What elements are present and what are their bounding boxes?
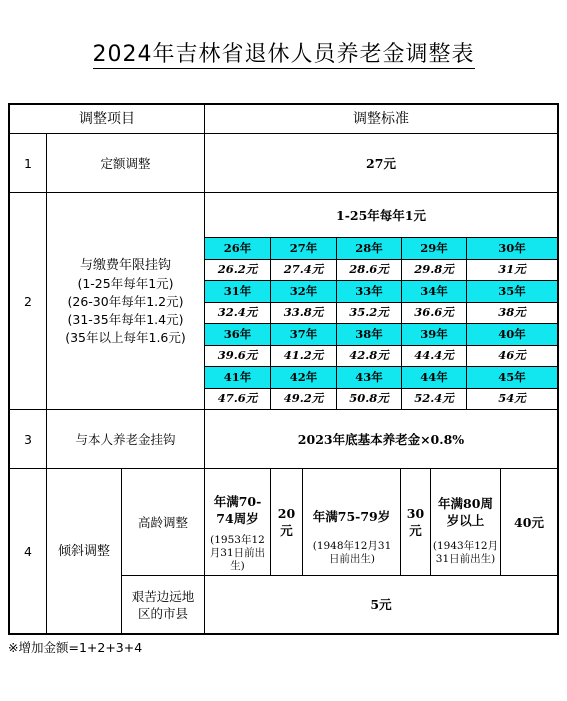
row-number: 1 — [24, 155, 32, 171]
item-contribution-years — [47, 193, 204, 409]
birth-note-1943: (1943年12月31日前出生) — [432, 540, 499, 565]
birth-note-1948: (1948年12月31日前出生) — [312, 540, 392, 565]
value-fixed-adjustment: 27元 — [366, 155, 396, 171]
amount-cell: 39.6元 — [205, 345, 270, 367]
amount-cell: 44.4元 — [401, 345, 466, 367]
row-number: 4 — [24, 543, 32, 559]
year-cell: 33年 — [336, 280, 401, 302]
amount-cell: 49.2元 — [270, 388, 336, 410]
year-cell: 28年 — [336, 237, 401, 259]
year-cell: 42年 — [270, 366, 336, 388]
year-cell: 34年 — [401, 280, 466, 302]
year-cell: 45年 — [466, 366, 557, 388]
table-border-bottom — [8, 633, 559, 635]
year-cell: 38年 — [336, 323, 401, 345]
amount-70-74: 20元 — [277, 506, 296, 538]
amount-cell: 26.2元 — [205, 259, 270, 281]
amount-cell: 32.4元 — [205, 302, 270, 324]
age-80-plus: 年满80周岁以上 — [438, 496, 493, 528]
header-item: 调整项目 — [79, 110, 135, 127]
amount-cell: 50.8元 — [336, 388, 401, 410]
item-line: (31-35年每年1.4元) — [67, 311, 184, 327]
year-cell: 36年 — [205, 323, 270, 345]
age-range-75-79: 年满75-79岁 — [312, 508, 391, 524]
amount-cell: 42.8元 — [336, 345, 401, 367]
amount-cell: 31元 — [466, 259, 557, 281]
amount-75-79: 30元 — [406, 506, 425, 538]
year-cell: 37年 — [270, 323, 336, 345]
amount-cell: 46元 — [466, 345, 557, 367]
amount-cell: 41.2元 — [270, 345, 336, 367]
amount-cell: 29.8元 — [401, 259, 466, 281]
amount-cell: 35.2元 — [336, 302, 401, 324]
row-number: 3 — [24, 431, 32, 447]
year-cell: 41年 — [205, 366, 270, 388]
item-tilt-adjustment: 倾斜调整 — [57, 543, 110, 559]
amount-cell: 47.6元 — [205, 388, 270, 410]
item-pension-linked: 与本人养老金挂钩 — [75, 431, 176, 447]
amount-cell: 28.6元 — [336, 259, 401, 281]
year-cell: 40年 — [466, 323, 557, 345]
birth-note-1953: (1953年12月31日前出生) — [209, 533, 266, 572]
sub-item-remote-areas: 艰苦边远地区的市县 — [131, 588, 195, 621]
amount-cell: 27.4元 — [270, 259, 336, 281]
item-line: 与缴费年限挂钩 — [79, 257, 171, 273]
col-divider — [430, 468, 431, 575]
year-cell: 35年 — [466, 280, 557, 302]
value-remote-areas: 5元 — [370, 597, 392, 612]
amount-80-plus: 40元 — [514, 514, 544, 530]
rate-1-25-years: 1-25年每年1元 — [336, 207, 426, 223]
amount-cell: 38元 — [466, 302, 557, 324]
year-cell: 29年 — [401, 237, 466, 259]
table-border-right — [557, 103, 559, 635]
value-pension-linked: 2023年底基本养老金×0.8% — [297, 431, 465, 447]
item-fixed-adjustment: 定额调整 — [100, 155, 151, 171]
year-cell: 31年 — [205, 280, 270, 302]
year-cell: 26年 — [205, 237, 270, 259]
amount-cell: 52.4元 — [401, 388, 466, 410]
year-cell: 30年 — [466, 237, 557, 259]
year-cell: 32年 — [270, 280, 336, 302]
year-cell: 43年 — [336, 366, 401, 388]
item-line: (1-25年每年1元) — [77, 275, 174, 291]
year-cell: 39年 — [401, 323, 466, 345]
sub-item-age: 高龄调整 — [137, 514, 188, 530]
amount-cell: 33.8元 — [270, 302, 336, 324]
row-number: 2 — [24, 293, 32, 309]
age-range-70-74: 年满70-74周岁 — [213, 494, 262, 526]
year-cell: 44年 — [401, 366, 466, 388]
footnote: ※增加金额=1+2+3+4 — [8, 640, 143, 655]
item-line: (26-30年每年1.2元) — [67, 293, 184, 309]
year-cell: 27年 — [270, 237, 336, 259]
amount-cell: 54元 — [466, 388, 557, 410]
header-standard: 调整标准 — [353, 110, 409, 127]
item-line: (35年以上每年1.6元) — [65, 329, 186, 345]
page-title: 2024年吉林省退休人员养老金调整表 — [92, 42, 475, 67]
amount-cell: 36.6元 — [401, 302, 466, 324]
